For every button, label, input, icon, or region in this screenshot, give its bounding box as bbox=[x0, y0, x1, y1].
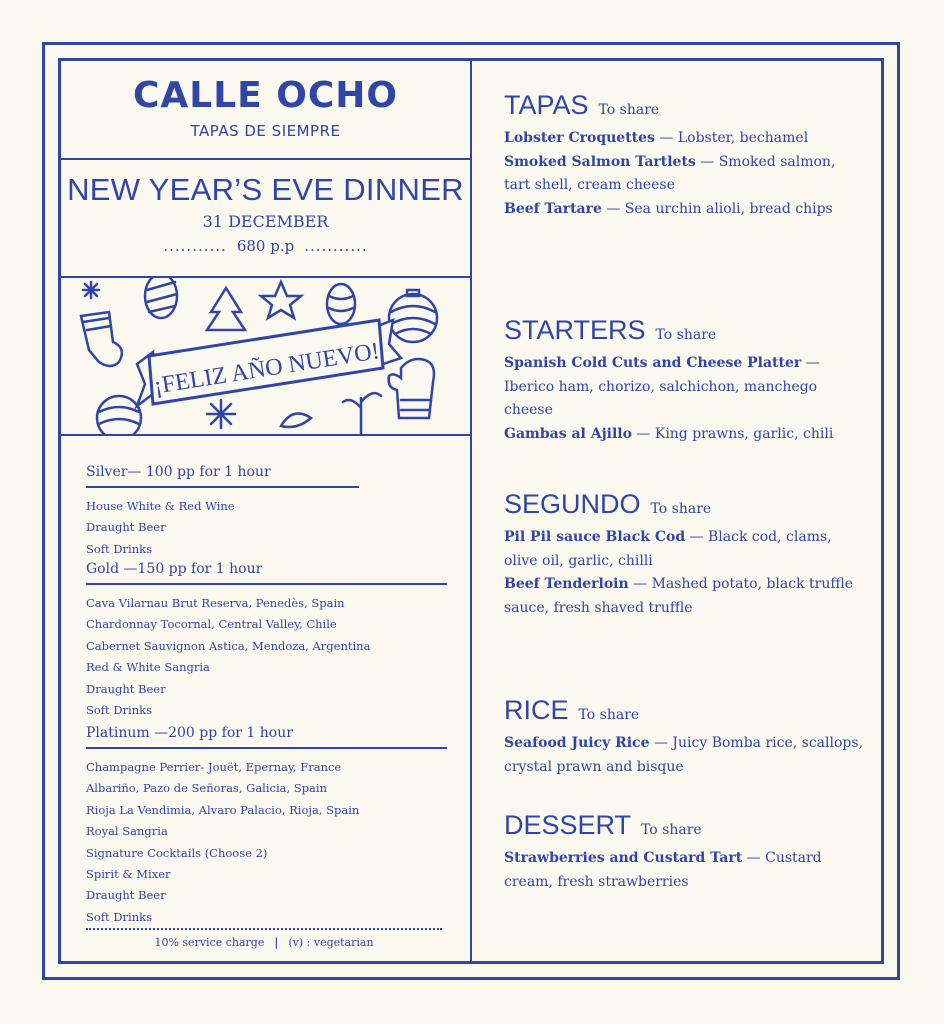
dish bbox=[504, 423, 864, 447]
dish bbox=[504, 847, 864, 894]
holly-icon bbox=[281, 414, 311, 428]
service-charge-note: 10% service charge bbox=[154, 936, 265, 949]
event-block bbox=[61, 172, 470, 255]
section-note: To share bbox=[578, 707, 640, 723]
ornament-icon bbox=[145, 278, 177, 318]
footnote bbox=[86, 928, 442, 949]
snowflake-icon bbox=[207, 400, 235, 428]
package-item: Red & White Sangria bbox=[86, 660, 210, 675]
section-segundo bbox=[504, 487, 864, 620]
pinecone-icon bbox=[327, 284, 355, 324]
package-item: Rioja La Vendimia, Alvaro Palacio, Rioja, Spain bbox=[86, 802, 360, 817]
dish-desc: — Juicy Bomba rice, scallops, crystal prawn and bisque bbox=[504, 735, 864, 775]
package-heading: Gold —150 pp for 1 hour bbox=[86, 561, 447, 585]
section-note: To share bbox=[655, 327, 717, 343]
package-item: Cava Vilarnau Brut Reserva, Penedès, Spain bbox=[86, 596, 345, 610]
package-silver bbox=[86, 464, 359, 560]
holiday-banner bbox=[61, 276, 470, 436]
star-icon bbox=[261, 282, 301, 318]
section-note: To share bbox=[650, 501, 712, 517]
package-item: Soft Drinks bbox=[86, 703, 153, 718]
dish-desc: — Sea urchin alioli, bread chips bbox=[601, 200, 833, 217]
snowflake-icon bbox=[83, 282, 99, 298]
dish bbox=[504, 732, 864, 779]
stocking-icon bbox=[81, 312, 122, 366]
section-note: To share bbox=[598, 102, 660, 118]
footnote-separator: | bbox=[274, 936, 279, 949]
brand-divider bbox=[61, 158, 470, 160]
package-item: House White & Red Wine bbox=[86, 499, 235, 513]
section-title: SEGUNDO bbox=[504, 489, 641, 519]
package-platinum bbox=[86, 725, 447, 928]
package-item: Soft Drinks bbox=[86, 541, 153, 556]
section-note: To share bbox=[641, 822, 702, 838]
package-gold bbox=[86, 561, 447, 721]
dish bbox=[504, 127, 864, 151]
price-dots-right: ........... bbox=[304, 237, 368, 255]
brand-block bbox=[61, 76, 470, 140]
dish-name: Seafood Juicy Rice bbox=[504, 735, 650, 751]
dish-desc: — Lobster, bechamel bbox=[654, 130, 809, 146]
dish-desc: — Smoked salmon, tart shell, cream cheese bbox=[504, 153, 836, 193]
greeting-text: ¡FELIZ AÑO NUEVO! bbox=[152, 338, 382, 400]
section-starters bbox=[504, 313, 864, 446]
package-item: Signature Cocktails (Choose 2) bbox=[86, 845, 268, 860]
package-item: Draught Beer bbox=[86, 520, 166, 535]
ornament-icon bbox=[97, 396, 141, 436]
section-rice bbox=[504, 693, 864, 779]
dish-name: Spanish Cold Cuts and Cheese Platter bbox=[504, 355, 802, 371]
section-title: RICE bbox=[504, 695, 569, 725]
package-heading: Platinum —200 pp for 1 hour bbox=[86, 725, 447, 749]
holiday-illustration bbox=[61, 278, 470, 436]
restaurant-tagline: TAPAS DE SIEMPRE bbox=[190, 122, 341, 140]
tree-icon bbox=[207, 288, 245, 330]
restaurant-name: CALLE OCHO bbox=[132, 75, 399, 116]
dish-name: Beef Tenderloin bbox=[504, 576, 629, 592]
dish bbox=[504, 198, 864, 222]
dish-name: Beef Tartare bbox=[504, 200, 602, 217]
column-divider bbox=[470, 58, 472, 964]
dish-name: Smoked Salmon Tartlets bbox=[504, 153, 696, 170]
section-title: DESSERT bbox=[504, 810, 632, 840]
mitten-icon bbox=[389, 359, 434, 418]
dish-name: Gambas al Ajillo bbox=[504, 425, 632, 442]
dish-name: Pil Pil sauce Black Cod bbox=[504, 529, 686, 545]
dish-desc: — King prawns, garlic, chili bbox=[631, 425, 834, 442]
package-item: Draught Beer bbox=[86, 681, 166, 696]
section-tapas bbox=[504, 88, 864, 221]
package-item: Draught Beer bbox=[86, 888, 166, 903]
package-heading: Silver— 100 pp for 1 hour bbox=[86, 464, 359, 488]
package-item: Albariño, Pazo de Señoras, Galicia, Spain bbox=[86, 781, 328, 796]
dish bbox=[504, 352, 864, 423]
price-dots-left: ........... bbox=[163, 237, 227, 255]
package-item: Spirit & Mixer bbox=[86, 867, 171, 882]
section-dessert bbox=[504, 808, 864, 894]
dish-desc: — Mashed potato, black truffle sauce, fresh shaved truffle bbox=[504, 576, 854, 616]
package-item: Cabernet Sauvignon Astica, Mendoza, Argentina bbox=[86, 638, 371, 653]
section-title: STARTERS bbox=[504, 315, 646, 345]
package-item: Chardonnay Tocornal, Central Valley, Chile bbox=[86, 617, 337, 632]
section-title: TAPAS bbox=[504, 90, 589, 120]
package-item: Royal Sangria bbox=[86, 824, 168, 839]
vegetarian-note: (v) : vegetarian bbox=[288, 936, 374, 949]
event-date: 31 DECEMBER bbox=[202, 212, 329, 231]
event-price: 680 p.p bbox=[236, 237, 295, 255]
dish-name: Lobster Croquettes bbox=[504, 130, 655, 146]
ornament-icon bbox=[389, 290, 437, 342]
package-item: Champagne Perrier- Jouët, Epernay, France bbox=[86, 760, 342, 774]
package-item: Soft Drinks bbox=[86, 909, 153, 924]
dish-desc: — Iberico ham, chorizo, salchichon, manchego cheese bbox=[504, 355, 820, 418]
branch-icon bbox=[343, 393, 381, 436]
event-price-line bbox=[61, 237, 470, 255]
dish-desc: — Custard cream, fresh strawberries bbox=[504, 850, 822, 890]
dish bbox=[504, 573, 864, 620]
dish-name: Strawberries and Custard Tart bbox=[504, 850, 743, 866]
event-title: NEW YEAR’S EVE DINNER bbox=[67, 172, 464, 207]
dish bbox=[504, 526, 864, 573]
dish bbox=[504, 151, 864, 198]
dish-desc: — Black cod, clams, olive oil, garlic, chilli bbox=[504, 529, 832, 569]
